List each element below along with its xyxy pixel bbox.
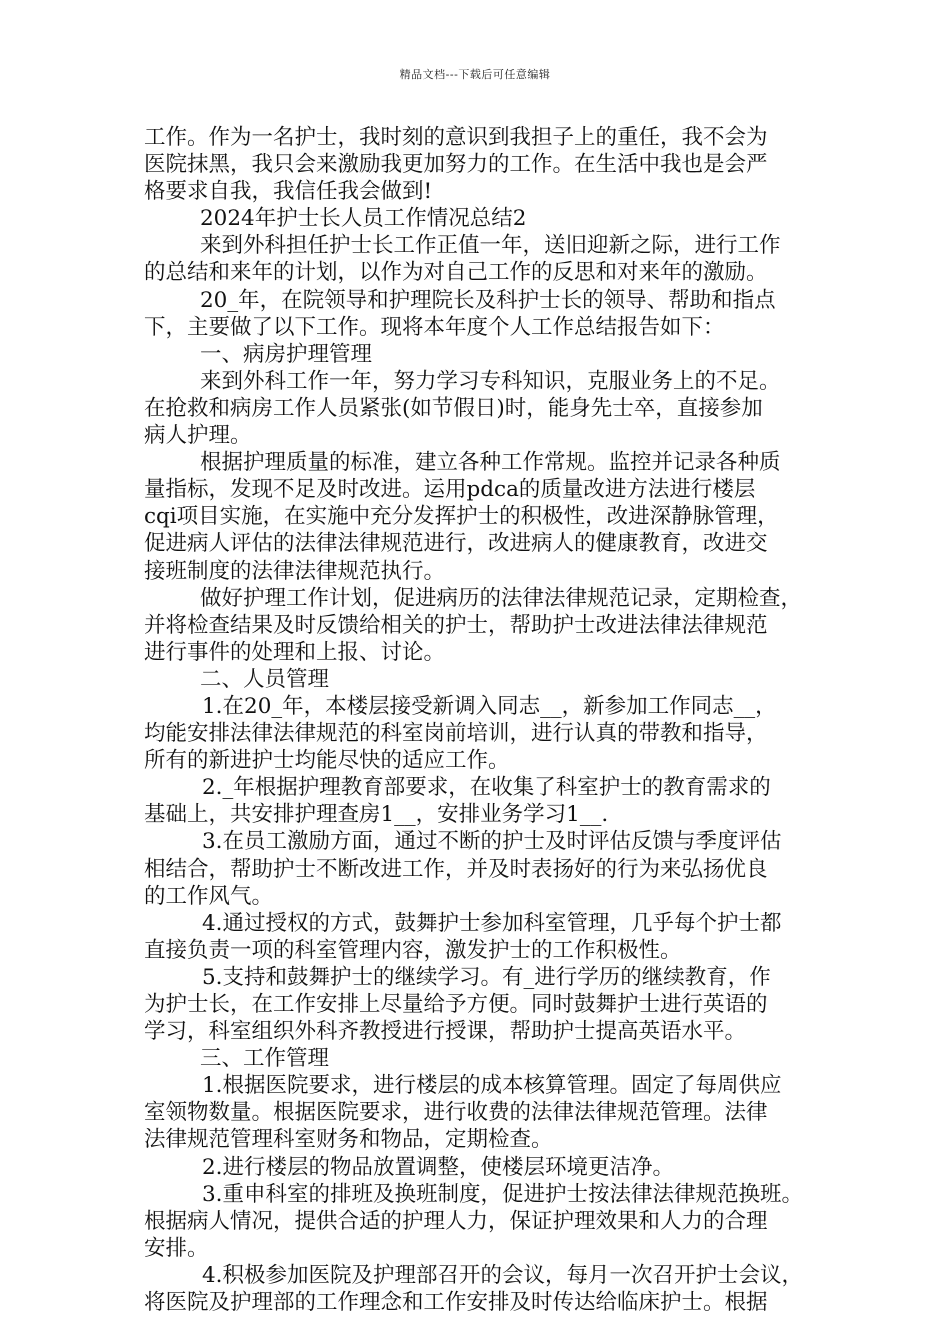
text-line: 2024年护士长人员工作情况总结2 bbox=[200, 206, 527, 232]
document-body bbox=[144, 124, 808, 1316]
text-line: 来到外科担任护士长工作正值一年，送旧迎新之际，进行工作 bbox=[200, 233, 781, 259]
text-line: 安排。 bbox=[144, 1235, 209, 1261]
text-line: 的工作风气。 bbox=[144, 883, 274, 909]
text-line: 工作。作为一名护士，我时刻的意识到我担子上的重任，我不会为 bbox=[144, 125, 768, 150]
text-line: 法律规范管理科室财务和物品，定期检查。 bbox=[144, 1127, 553, 1153]
text-line: 4.积极参加医院及护理部召开的会议，每月一次召开护士会议， bbox=[202, 1262, 804, 1288]
text-line: 二、人员管理 bbox=[200, 666, 330, 692]
text-line: 下，主要做了以下工作。现将本年度个人工作总结报告如下： bbox=[144, 314, 725, 340]
text-line: 相结合，帮助护士不断改进工作，并及时表扬好的行为来弘扬优良 bbox=[144, 856, 768, 882]
text-line: 促进病人评估的法律法律规范进行，改进病人的健康教育，改进交 bbox=[144, 531, 768, 557]
text-line: 直接负责一项的科室管理内容，激发护士的工作积极性。 bbox=[144, 937, 682, 963]
text-line: 所有的新进护士均能尽快的适应工作。 bbox=[144, 748, 510, 774]
text-line: 为护士长，在工作安排上尽量给予方便。同时鼓舞护士进行英语的 bbox=[144, 992, 768, 1017]
text-line: 接班制度的法律法律规范执行。 bbox=[144, 558, 446, 584]
text-line: 室领物数量。根据医院要求，进行收费的法律法律规范管理。法律 bbox=[144, 1100, 768, 1126]
text-line: 将医院及护理部的工作理念和工作安排及时传达给临床护士。根据 bbox=[144, 1290, 768, 1316]
text-line: 均能安排法律法律规范的科室岗前培训，进行认真的带教和指导， bbox=[144, 721, 768, 747]
text-line: 20_年，在院领导和护理院长及科护士长的领导、帮助和指点 bbox=[200, 287, 776, 313]
text-line: 三、工作管理 bbox=[200, 1046, 330, 1072]
text-line: 病人护理。 bbox=[144, 423, 252, 449]
text-line: 做好护理工作计划，促进病历的法律法律规范记录，定期检查， bbox=[200, 585, 803, 611]
page-header: 精品文档---下载后可任意编辑 bbox=[399, 68, 551, 81]
text-line: 一、病房护理管理 bbox=[200, 341, 373, 367]
text-line: 4.通过授权的方式，鼓舞护士参加科室管理，几乎每个护士都 bbox=[202, 910, 782, 936]
text-line: 格要求自我，我信任我会做到! bbox=[144, 179, 433, 205]
text-line: 来到外科工作一年，努力学习专科知识，克服业务上的不足。 bbox=[200, 368, 781, 394]
text-line: 基础上，共安排护理查房1__，安排业务学习1__. bbox=[144, 802, 609, 828]
text-line: cqi项目实施，在实施中充分发挥护士的积极性，改进深静脉管理， bbox=[144, 504, 779, 530]
text-line: 的总结和来年的计划，以作为对自己工作的反思和对来年的激励。 bbox=[144, 260, 768, 286]
text-line: 在抢救和病房工作人员紧张(如节假日)时，能身先士卒，直接参加 bbox=[144, 395, 763, 421]
text-line: 1.在20_年，本楼层接受新调入同志__，新参加工作同志__， bbox=[202, 693, 777, 719]
text-line: 并将检查结果及时反馈给相关的护士，帮助护士改进法律法律规范 bbox=[144, 612, 768, 638]
text-line: 3.重申科室的排班及换班制度，促进护士按法律法律规范换班。 bbox=[202, 1181, 804, 1207]
text-line: 根据病人情况，提供合适的护理人力，保证护理效果和人力的合理 bbox=[144, 1208, 768, 1234]
text-line: 2.进行楼层的物品放置调整，使楼层环境更洁净。 bbox=[202, 1154, 675, 1180]
text-line: 进行事件的处理和上报、讨论。 bbox=[144, 639, 446, 665]
text-line: 5.支持和鼓舞护士的继续学习。有_进行学历的继续教育，作 bbox=[202, 964, 771, 990]
text-line: 1.根据医院要求，进行楼层的成本核算管理。固定了每周供应 bbox=[202, 1073, 782, 1099]
text-line: 根据护理质量的标准，建立各种工作常规。监控并记录各种质 bbox=[200, 450, 781, 476]
text-line: 医院抹黑，我只会来激励我更加努力的工作。在生活中我也是会严 bbox=[144, 152, 768, 178]
text-line: 量指标，发现不足及时改进。运用pdca的质量改进方法进行楼层 bbox=[144, 477, 756, 503]
text-line: 2._年根据护理教育部要求，在收集了科室护士的教育需求的 bbox=[202, 775, 771, 801]
text-line: 3.在员工激励方面，通过不断的护士及时评估反馈与季度评估 bbox=[202, 829, 782, 855]
text-line: 学习，科室组织外科齐教授进行授课，帮助护士提高英语水平。 bbox=[144, 1019, 747, 1045]
